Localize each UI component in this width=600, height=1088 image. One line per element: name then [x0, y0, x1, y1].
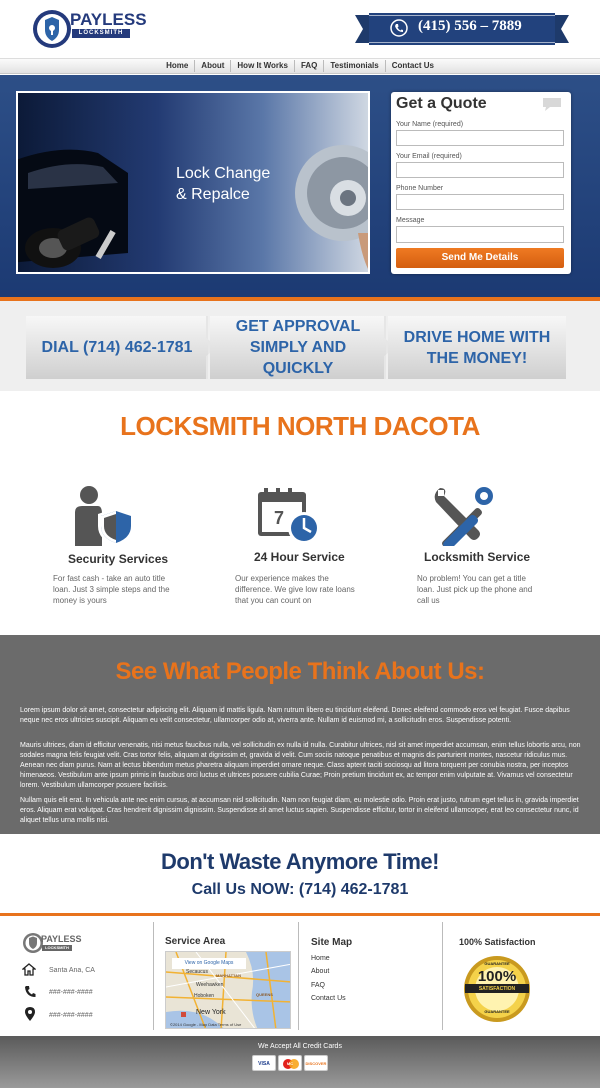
slide-caption-line1: Lock Change	[176, 165, 271, 182]
testimonial-paragraph: Nullam quis elit erat. In vehicula ante nec enim cursus, at accumsan nisl sollicitudin. Nam non feugiat diam, eu molestie odio. Proin erat justo, rutrum eget tellus in, gravida imperdiet eros. Aliquam erat volutpat. Cras hendrerit dignissim dignissim. Suspendisse sit amet luctus sapien. Suspendisse efficitur, tortor in eleifend ullamcorper, erat leo consectetur nunc, id aliquet tellus urna mollis nisi.	[20, 797, 579, 824]
testimonials-title: See What People Think About Us:	[115, 658, 485, 685]
name-input[interactable]	[396, 130, 564, 146]
sitemap-link-home[interactable]: Home	[311, 955, 330, 962]
cta-headline: Don't Waste Anymore Time!	[161, 849, 439, 874]
logo-subtitle: LOCKSMITH	[72, 29, 130, 38]
sitemap-link-contact[interactable]: Contact Us	[311, 995, 346, 1002]
quote-form	[391, 92, 571, 274]
cta-phone[interactable]: Call Us NOW: (714) 462-1781	[191, 881, 409, 898]
footer-divider	[0, 913, 600, 916]
service-24hour-name: 24 Hour Service	[254, 550, 345, 564]
nav-testimonials[interactable]: Testimonials	[323, 60, 384, 72]
map-label: Secaucus	[186, 969, 208, 975]
header-phone-number[interactable]: (415) 556 – 7889	[418, 18, 522, 34]
map-label: QUEENS	[256, 992, 273, 997]
nav-faq[interactable]: FAQ	[294, 60, 323, 72]
slide-caption-line2: & Repalce	[176, 186, 250, 203]
footer-address: Santa Ana, CA	[49, 967, 95, 974]
message-label: Message	[396, 217, 425, 224]
sitemap-link-about[interactable]: About	[311, 968, 330, 975]
sitemap-title: Site Map	[311, 937, 353, 948]
map-label: New York	[196, 1009, 226, 1016]
nav-contact-us[interactable]: Contact Us	[385, 60, 440, 72]
footer-logo-sub: LOCKSMITH	[42, 945, 72, 951]
footer-phone-2: ###-###-####	[49, 1012, 93, 1019]
badge-bottom-text: GUARANTEE	[484, 1009, 510, 1014]
footer-column-divider	[298, 922, 299, 1030]
phone-icon	[390, 19, 408, 37]
view-google-maps-link[interactable]: View on Google Maps	[172, 958, 246, 969]
logo-name: PAYLESS	[70, 10, 147, 29]
mastercard-label: MC	[286, 1061, 294, 1066]
nav-about[interactable]: About	[194, 60, 230, 72]
svg-text:7: 7	[274, 508, 285, 528]
nav-how-it-works[interactable]: How It Works	[230, 60, 294, 72]
visa-card-icon: VISA	[252, 1055, 276, 1071]
nav-home[interactable]: Home	[166, 61, 189, 70]
service-locksmith-desc: No problem! You can get a title loan. Just pick up the phone and call us	[417, 574, 533, 605]
location-pin-icon	[25, 1007, 35, 1021]
step-approval[interactable]: GET APPROVAL SIMPLY AND QUICKLY	[210, 316, 386, 379]
mastercard-card-icon	[278, 1055, 302, 1071]
badge-percent: 100%	[477, 968, 517, 985]
phone-label: Phone Number	[396, 185, 444, 192]
service-area-title: Service Area	[165, 936, 226, 947]
footer-column-divider	[153, 922, 154, 1030]
home-icon	[22, 963, 36, 976]
phone-icon	[24, 985, 36, 998]
map-label: Hoboken	[194, 993, 215, 999]
credit-cards-label: We Accept All Credit Cards	[258, 1043, 342, 1050]
message-textarea[interactable]	[396, 226, 564, 243]
send-details-button[interactable]: Send Me Details	[396, 248, 564, 268]
satisfaction-title: 100% Satisfaction	[459, 937, 536, 947]
quote-title: Get a Quote	[396, 95, 487, 112]
testimonial-paragraph: Mauris ultrices, diam id efficitur venenatis, nisi metus faucibus nulla, vel sollicitudin ex nulla id nulla. Curabitur ultrices, nisl sit amet imperdiet accumsan, enim tellus lobortis arcu, non sodales magna felis feugiat velit. Cras tortor felis, aliquam at dignissim et, gravida id velit. Cum sociis natoque penatibus et magnis dis parturient montes, nascetur ridiculus mus. Aenean nec diam purus. Nam at lectus bibendum metus pharetra aliquam imperdiet ornare neque. Class aptent taciti sociosqu ad litora torquent per conubia nostra, per inceptos himenaeos. Vestibulum ante ipsum primis in faucibus orci luctus et ultrices posuere cubilia Curae; Proin pretium tincidunt ex, ac tempor enim vulputate at. Vivamus vel consectetur lorem. Vestibulum ullamcorper posuere facilisis.	[20, 742, 581, 789]
service-locksmith-name: Locksmith Service	[424, 550, 531, 564]
calendar-clock-icon	[256, 486, 322, 546]
service-security-desc: For fast cash - take an auto title loan. Just 3 simple steps and the money is yours	[53, 574, 170, 605]
main-nav	[0, 58, 600, 74]
footer-logo-name: PAYLESS	[41, 934, 82, 944]
security-guard-icon	[72, 484, 142, 548]
step-dial[interactable]: DIAL (714) 462-1781	[26, 316, 208, 379]
slide-caption	[176, 163, 270, 205]
phone-input[interactable]	[396, 194, 564, 210]
discover-card-icon: DISCOVER	[304, 1055, 328, 1071]
speech-bubble-icon	[542, 97, 562, 112]
service-security-name: Security Services	[68, 552, 169, 566]
map-label: MANHATTAN	[216, 973, 241, 978]
map-credit: ©2014 Google - Map Data Terms of Use	[170, 1022, 242, 1027]
email-label: Your Email (required)	[396, 153, 462, 160]
footer-phone-1: ###-###-####	[49, 989, 93, 996]
tools-icon	[430, 484, 496, 546]
email-input[interactable]	[396, 162, 564, 178]
service-24hour-desc: Our experience makes the difference. We give low rate loans that you can count on	[235, 574, 355, 605]
testimonial-paragraph: Lorem ipsum dolor sit amet, consectetur adipiscing elit. Aliquam id mattis ligula. Nam rutrum libero eu tincidunt eleifend. Donec eleifend commodo eros vel feugiat. Fusce dapibus neque nec eros ultricies suscipit. Aliquam eu velit consectetur, ullamcorper odio at, viverra ante. Nullam id euismod mi, a sollicitudin eros. Suspendisse potenti.	[20, 707, 570, 724]
sitemap-link-faq[interactable]: FAQ	[311, 982, 326, 989]
services-title: LOCKSMITH NORTH DACOTA	[120, 411, 480, 441]
name-label: Your Name (required)	[396, 121, 464, 128]
badge-satisfaction: SATISFACTION	[478, 986, 516, 992]
badge-top-text: GUARANTEE	[484, 961, 510, 966]
step-drive-home[interactable]: DRIVE HOME WITH THE MONEY!	[388, 316, 566, 379]
footer-column-divider	[442, 922, 443, 1030]
map-label: Weehawken	[196, 982, 224, 988]
